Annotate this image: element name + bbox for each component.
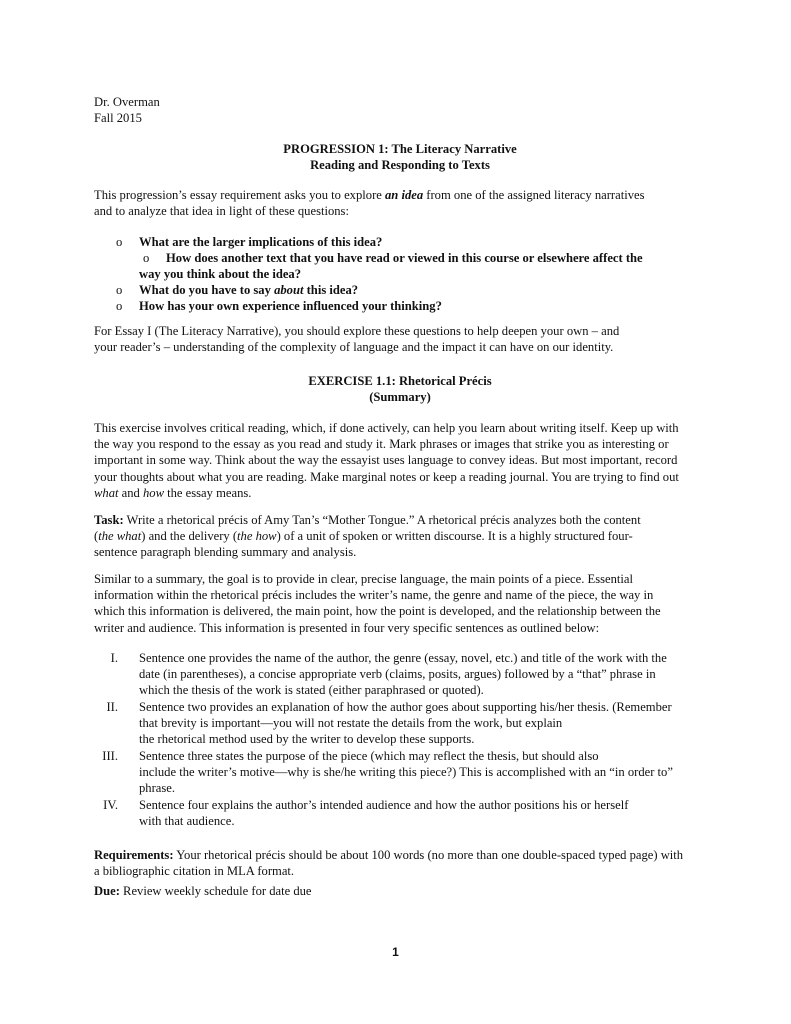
paragraph-line: which this information is delivered, the main point, how the point is developed, and the relationship between the (94, 604, 661, 619)
roman-numeral: I. (110, 651, 118, 665)
paragraph-line: your reader’s – understanding of the complexity of language and the impact it can have on our identity. (94, 340, 614, 355)
paragraph-line (94, 883, 706, 899)
roman-numeral: III. (102, 749, 118, 763)
paragraph-line (94, 847, 706, 863)
summary-paragraph (94, 571, 706, 636)
intro-emphasis: an idea (385, 188, 424, 202)
bullet-marker: o (116, 283, 123, 297)
question-part: this idea? (303, 283, 359, 297)
outline-line: with that audience. (139, 814, 235, 829)
question-text: way you think about the idea? (139, 267, 302, 281)
text-run: Your rhetorical précis should be about 100 words (no more than one double-spaced typed page) with (173, 848, 684, 862)
outline-line: phrase. (139, 781, 176, 796)
paragraph-line: For Essay I (The Literacy Narrative), you should explore these questions to help deepen your own – and (94, 324, 620, 338)
outline-text (139, 748, 709, 797)
paragraph-line: writer and audience. This information is presented in four very specific sentences as outlined below: (94, 620, 600, 635)
text-run: ( (94, 529, 99, 544)
task-paragraph (94, 512, 706, 561)
outline-line: Sentence three states the purpose of the piece (which may reflect the thesis, but should also (139, 749, 599, 763)
text-run: and (118, 485, 143, 500)
paragraph-line: the way you respond to the essay as you read and study it. Mark phrases or images that strike you as interesting or (94, 437, 669, 452)
outline-line: Sentence four explains the author’s intended audience and how the author positions his or herself (139, 798, 629, 812)
question-part: What do you have to say (139, 283, 275, 297)
text-run: ) and the delivery ( (141, 529, 238, 544)
exercise-heading: EXERCISE 1.1: Rhetorical Précis (308, 374, 492, 388)
intro-text: from one of the assigned literacy narratives (423, 188, 645, 202)
text-run: Review weekly schedule for date due (119, 884, 312, 898)
bullet-marker: o (143, 251, 150, 265)
intro-line-2: and to analyze that idea in light of these questions: (94, 204, 349, 219)
text-run: the essay means. (163, 485, 252, 500)
outline-text (139, 650, 709, 699)
question-emphasis: about (274, 283, 304, 297)
emphasis-the-what: the what (98, 529, 142, 544)
critical-reading-paragraph (94, 420, 706, 501)
outline-line: which the thesis of the work is stated (either paraphrased or quoted). (139, 683, 484, 698)
question-text (139, 282, 709, 298)
outline-text (139, 699, 709, 748)
outline-text (139, 797, 709, 829)
due-line (94, 883, 706, 899)
paragraph-line: Similar to a summary, the goal is to provide in clear, precise language, the main points of a piece. Essential (94, 572, 634, 586)
instructor-name: Dr. Overman (94, 95, 160, 109)
progression-title (94, 141, 706, 173)
emphasis-how: how (142, 485, 164, 500)
paragraph-line: This exercise involves critical reading, which, if done actively, can help you learn about writing itself. Keep up with (94, 421, 679, 435)
question-text: What are the larger implications of this idea? (139, 235, 383, 249)
exercise-title (94, 373, 706, 405)
roman-numeral: II. (106, 700, 118, 714)
intro-text: This progression’s essay requirement asks you to explore (94, 188, 385, 202)
emphasis-what: what (94, 485, 119, 500)
outline-line: that brevity is important—you will not restate the details from the work, but explain (139, 716, 563, 731)
term: Fall 2015 (94, 111, 142, 126)
paragraph-line: your thoughts about what you are reading. Make marginal notes or keep a reading journal. You are trying to find out (94, 469, 679, 484)
paragraph-line: important in some way. Think about the way the essayist uses language to convey ideas. But most important, record (94, 453, 678, 468)
requirements-paragraph (94, 847, 706, 879)
outline-line: date (in parentheses), a concise appropriate verb (claims, posits, argues) followed by a “that” phrase in (139, 667, 656, 682)
question-text: How does another text that you have read or viewed in this course or elsewhere affect the (166, 251, 643, 265)
bullet-marker: o (116, 299, 123, 313)
paragraph-line: a bibliographic citation in MLA format. (94, 864, 295, 879)
outline-line: Sentence two provides an explanation of how the author goes about supporting his/her thesis. (Remember (139, 700, 672, 714)
title-line-1: PROGRESSION 1: The Literacy Narrative (283, 142, 517, 156)
bullet-marker: o (116, 235, 123, 249)
essay-note-paragraph (94, 323, 706, 355)
header-block (94, 94, 706, 126)
title-line-2: Reading and Responding to Texts (310, 158, 490, 173)
due-label: Due: (94, 884, 120, 898)
emphasis-the-how: the how (237, 529, 277, 544)
paragraph-line: information within the rhetorical précis includes the writer’s name, the genre and name of the piece, the way in (94, 588, 654, 603)
outline-line: Sentence one provides the name of the author, the genre (essay, novel, etc.) and title of the work with the (139, 651, 667, 665)
text-run: Write a rhetorical précis of Amy Tan’s “Mother Tongue.” A rhetorical précis analyzes both the content (123, 513, 641, 527)
text-run: ) of a unit of spoken or written discourse. It is a highly structured four- (276, 529, 633, 544)
outline-line: the rhetorical method used by the writer to develop these supports. (139, 732, 475, 747)
paragraph-line (94, 485, 706, 501)
paragraph-line: sentence paragraph blending summary and analysis. (94, 545, 357, 560)
requirements-label: Requirements: (94, 848, 174, 862)
exercise-subheading: (Summary) (369, 390, 431, 405)
task-label: Task: (94, 513, 124, 527)
roman-numeral: IV. (103, 798, 118, 812)
intro-paragraph (94, 187, 706, 219)
question-text: How has your own experience influenced your thinking? (139, 299, 442, 313)
outline-line: include the writer’s motive—why is she/he writing this piece?) This is accomplished with an “in order to” (139, 765, 673, 780)
page-number: 1 (392, 945, 399, 959)
paragraph-line (94, 512, 706, 528)
paragraph-line (94, 528, 706, 544)
intro-line-1 (94, 187, 706, 203)
